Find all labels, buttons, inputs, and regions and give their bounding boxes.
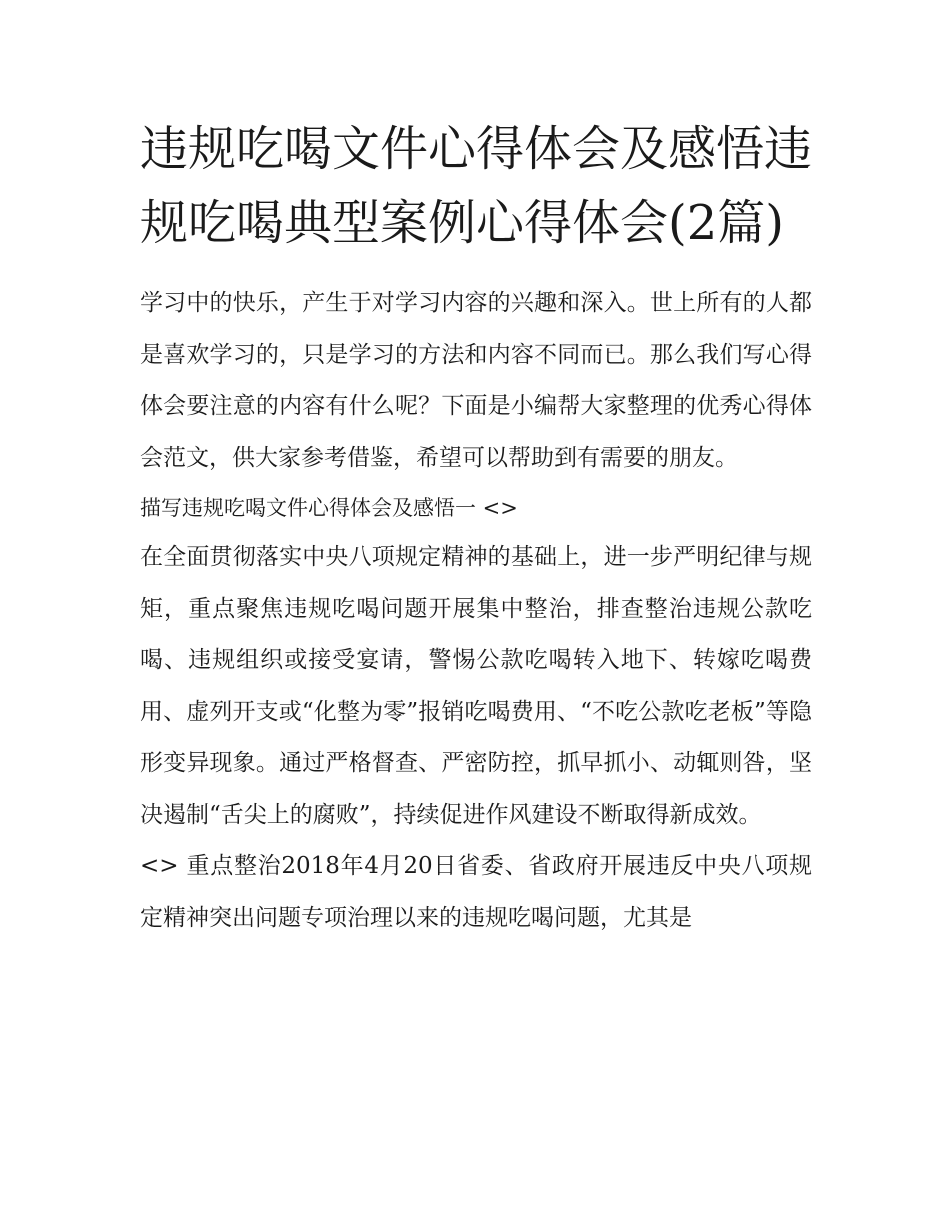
body-paragraph-2: <> 重点整治2018年4月20日省委、省政府开展违反中央八项规定精神突出问题专项治理以来的违规吃喝问题，尤其是 bbox=[140, 853, 812, 931]
body-paragraph-1: 在全面贯彻落实中央八项规定精神的基础上，进一步严明纪律与规矩，重点聚焦违规吃喝问题开展集中整治，排查整治违规公款吃喝、违规组织或接受宴请，警惕公款吃喝转入地下、转嫁吃喝费用、虚列开支或“化整为零”报销吃喝费用、“不吃公款吃老板”等隐形变异现象。通过严格督查、严密防控，抓早抓小、动辄则咎，坚决遏制“舌尖上的腐败”，持续促进作风建设不断取得新成效。 bbox=[140, 544, 812, 828]
document-page bbox=[140, 112, 812, 944]
document-title: 违规吃喝文件心得体会及感悟违规吃喝典型案例心得体会(2篇) bbox=[140, 121, 813, 251]
section-heading: 描写违规吃喝文件心得体会及感悟一 <> bbox=[140, 496, 518, 520]
intro-paragraph: 学习中的快乐，产生于对学习内容的兴趣和深入。世上所有的人都是喜欢学习的，只是学习的方法和内容不同而已。那么我们写心得体会要注意的内容有什么呢？下面是小编帮大家整理的优秀心得体会范文，供大家参考借鉴，希望可以帮助到有需要的朋友。 bbox=[140, 290, 812, 471]
